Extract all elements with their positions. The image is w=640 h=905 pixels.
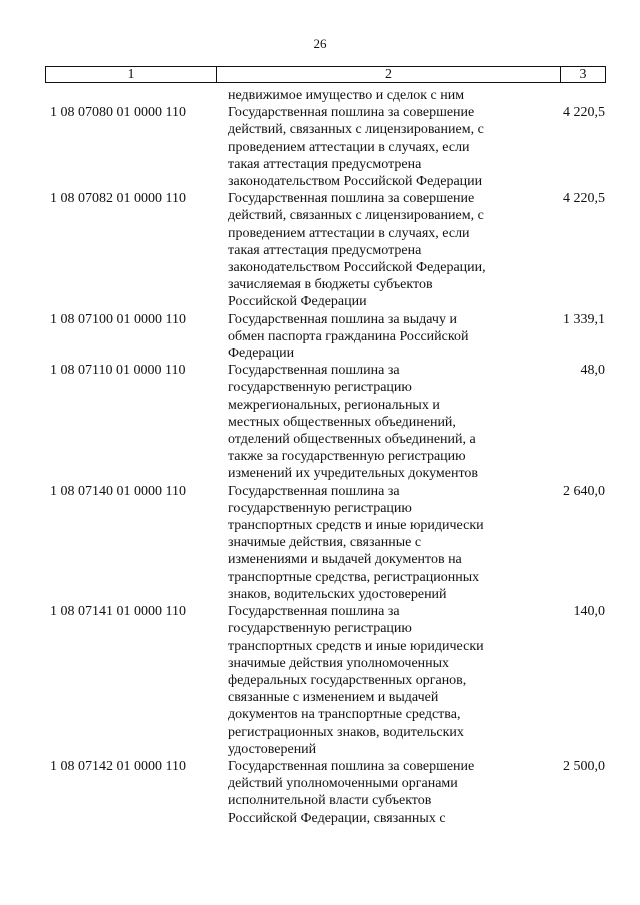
revenue-name-line: связанные с изменением и выдачей: [228, 690, 439, 706]
table-row: [45, 311, 606, 363]
revenue-name-line: законодательством Российской Федерации,: [228, 260, 486, 276]
revenue-name: [228, 483, 528, 603]
revenue-name-line: проведением аттестации в случаях, если: [228, 139, 470, 155]
revenue-name-line: государственную регистрацию: [228, 500, 412, 516]
revenue-name-line: транспортных средств и иные юридически: [228, 638, 484, 654]
revenue-name-line: обмен паспорта гражданина Российской: [228, 328, 469, 344]
revenue-name-line: местных общественных объединений,: [228, 414, 456, 430]
column-header-amount: 3: [579, 67, 587, 82]
revenue-name-line: проведением аттестации в случаях, если: [228, 225, 470, 241]
revenue-name-line: такая аттестация предусмотрена: [228, 242, 422, 258]
revenue-name-line: документов на транспортные средства,: [228, 707, 461, 723]
revenue-name-line: отделений общественных объединений, а: [228, 432, 476, 448]
revenue-name-line: законодательством Российской Федерации: [228, 174, 483, 190]
table-row: [45, 483, 606, 603]
revenue-name: [228, 311, 528, 363]
revenue-name-line: государственную регистрацию: [228, 621, 412, 637]
revenue-name-line: действий, связанных с лицензированием, с: [228, 208, 484, 224]
table-body: [45, 87, 606, 827]
table-row: [45, 104, 606, 190]
revenue-name-line: межрегиональных, региональных и: [228, 397, 440, 413]
revenue-code: 1 08 07141 01 0000 110: [50, 604, 186, 620]
revenue-code: 1 08 07110 01 0000 110: [50, 363, 186, 379]
revenue-name-line: Государственная пошлина за совершение: [228, 758, 475, 774]
revenue-name-line: исполнительной власти субъектов: [228, 793, 432, 809]
revenue-name-line: регистрационных знаков, водительских: [228, 724, 464, 740]
revenue-name-line: Государственная пошлина за: [228, 483, 400, 499]
amount: 48,0: [580, 363, 605, 379]
revenue-name-line: такая аттестация предусмотрена: [228, 156, 422, 172]
amount: 2 500,0: [563, 758, 605, 774]
revenue-name-line: знаков, водительских удостоверений: [228, 586, 447, 602]
revenue-name-line: Государственная пошлина за: [228, 604, 400, 620]
revenue-name-line: удостоверений: [228, 741, 317, 757]
revenue-code: 1 08 07082 01 0000 110: [50, 191, 186, 207]
revenue-name-line: значимые действия, связанные с: [228, 535, 422, 551]
column-header-code: 1: [46, 67, 217, 82]
revenue-name: [228, 362, 528, 482]
revenue-name-line: также за государственную регистрацию: [228, 449, 466, 465]
revenue-code: 1 08 07080 01 0000 110: [50, 105, 186, 121]
amount: 4 220,5: [563, 105, 605, 121]
revenue-name-line: изменений их учредительных документов: [228, 466, 479, 482]
revenue-name-line: Российской Федерации: [228, 294, 367, 310]
revenue-name-line: действий, связанных с лицензированием, с: [228, 122, 484, 138]
table-row: [45, 758, 606, 827]
revenue-name-line: транспортные средства, регистрационных: [228, 569, 480, 585]
revenue-name-line: Государственная пошлина за совершение: [228, 105, 475, 121]
amount: 140,0: [573, 604, 605, 620]
table-row: [45, 362, 606, 482]
table-header-row: [45, 66, 606, 83]
revenue-name-line: федеральных государственных органов,: [228, 672, 467, 688]
page-number: 26: [313, 36, 327, 51]
column-header-name: 2: [217, 67, 561, 82]
revenue-name: [228, 758, 528, 827]
revenue-name-line: Федерации: [228, 346, 295, 362]
revenue-name-line: Государственная пошлина за совершение: [228, 191, 475, 207]
revenue-name-line: Государственная пошлина за: [228, 363, 400, 379]
revenue-name-line: государственную регистрацию: [228, 380, 412, 396]
revenue-name-line: изменениями и выдачей документов на: [228, 552, 462, 568]
table-row: [45, 603, 606, 758]
revenue-name-line: действий уполномоченными органами: [228, 776, 458, 792]
revenue-name-line: значимые действия уполномоченных: [228, 655, 450, 671]
revenue-name-line: транспортных средств и иные юридически: [228, 518, 484, 534]
amount: 2 640,0: [563, 483, 605, 499]
revenue-name: [228, 104, 528, 190]
revenue-code: 1 08 07142 01 0000 110: [50, 758, 186, 774]
revenue-name: [228, 190, 528, 310]
continued-text-line: недвижимое имущество и сделок с ним: [228, 88, 465, 103]
revenue-name-line: зачисляемая в бюджеты субъектов: [228, 277, 433, 293]
revenue-name-line: Государственная пошлина за выдачу и: [228, 311, 457, 327]
amount: 4 220,5: [563, 191, 605, 207]
amount: 1 339,1: [563, 311, 605, 327]
revenue-name-line: Российской Федерации, связанных с: [228, 810, 446, 826]
revenue-code: 1 08 07100 01 0000 110: [50, 311, 186, 327]
revenue-code: 1 08 07140 01 0000 110: [50, 483, 186, 499]
revenue-name: [228, 603, 528, 758]
table-row: [45, 190, 606, 310]
